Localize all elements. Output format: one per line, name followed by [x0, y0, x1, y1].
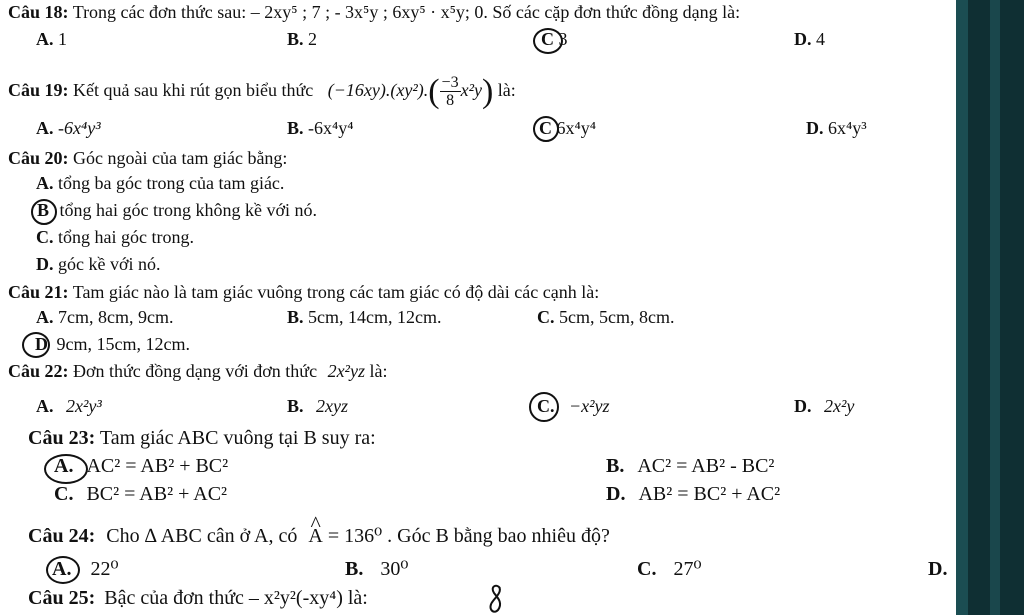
expression-left: (−16xy).(xy²). [327, 80, 429, 100]
q21-option-c [537, 307, 674, 328]
question-19-tail: là: [497, 80, 516, 100]
question-23-title: Câu 23: [28, 427, 96, 449]
option-text: 5cm, 5cm, 8cm. [559, 307, 675, 327]
q19-option-d [806, 118, 867, 139]
fraction-numerator: −3 [441, 74, 459, 92]
option-label: A. [52, 558, 72, 580]
q20-option-d [36, 254, 161, 275]
q18-option-a [36, 29, 67, 50]
option-text: 5cm, 14cm, 12cm. [308, 307, 442, 327]
expression-right: x²y [460, 80, 482, 100]
question-25 [28, 587, 368, 610]
option-text: AB² = BC² + AC² [638, 483, 781, 505]
option-text: 1 [58, 29, 67, 49]
question-19 [8, 70, 516, 112]
option-label: D [35, 334, 48, 354]
q18-option-c [541, 29, 568, 50]
option-text: góc kề với nó. [58, 254, 161, 274]
q20-option-b [37, 200, 317, 221]
monomial-expression: 2x²yz [327, 361, 365, 381]
question-22 [8, 361, 387, 382]
option-label: D. [806, 118, 824, 138]
option-label: A. [36, 118, 54, 138]
option-label: D. [606, 483, 626, 505]
question-19-text: Kết quả sau khi rút gọn biểu thức [73, 80, 314, 100]
option-text: BC² = AB² + AC² [86, 483, 228, 505]
option-text: 9cm, 15cm, 12cm. [56, 334, 190, 354]
option-label: D. [928, 558, 948, 580]
option-label: C [539, 118, 552, 138]
question-20-title: Câu 20: [8, 148, 69, 168]
option-text: −x²yz [569, 396, 610, 416]
option-text: 4 [816, 29, 825, 49]
q22-option-b [287, 396, 348, 417]
q19-option-a [36, 118, 101, 139]
option-text: -6x⁴y⁴ [308, 118, 354, 138]
option-label: C. [637, 558, 657, 580]
option-text: AC² = AB² - BC² [637, 455, 775, 477]
q18-option-b [287, 29, 317, 50]
q21-option-d [35, 334, 190, 355]
fraction-denominator: 8 [446, 92, 455, 110]
q23-option-b [606, 455, 774, 478]
paren-open: ( [428, 72, 440, 110]
question-22-title: Câu 22: [8, 361, 69, 381]
q22-option-d [794, 396, 854, 417]
question-18-text: Trong các đơn thức sau: – 2xy⁵ ; 7 ; - 3x⁵y ; 6xy⁵ · x⁵y; 0. Số các cặp đơn thức đồng dạng là: [72, 2, 741, 22]
q19-option-b [287, 118, 354, 139]
question-23-text: Tam giác ABC vuông tại B suy ra: [99, 427, 376, 449]
q21-option-b [287, 307, 442, 328]
paren-close: ) [481, 72, 494, 110]
fraction [440, 74, 461, 109]
option-label: B. [287, 307, 304, 327]
question-22-tail: là: [369, 361, 388, 381]
option-text: 7cm, 8cm, 9cm. [58, 307, 174, 327]
option-text: tổng ba góc trong của tam giác. [58, 173, 285, 193]
option-label: C. [54, 483, 74, 505]
option-label: A. [36, 307, 54, 327]
option-text: 3 [558, 29, 568, 49]
question-25-text: Bậc của đơn thức – x²y²(-xy⁴) là: [104, 587, 368, 609]
option-label: A. [54, 455, 74, 477]
handwritten-answer-eight [487, 584, 505, 614]
q19-option-c [539, 118, 596, 139]
angle-symbol: ^ A [308, 525, 322, 548]
option-label: D. [36, 254, 54, 274]
q20-option-c [36, 227, 194, 248]
option-text: 2x²y [824, 396, 855, 416]
option-text: 2xyz [316, 396, 348, 416]
option-text: 22⁰ [90, 558, 119, 580]
option-text: AC² = AB² + BC² [86, 455, 229, 477]
q22-option-c [537, 396, 610, 417]
option-label: B. [287, 29, 304, 49]
question-20-text: Góc ngoài của tam giác bằng: [73, 148, 288, 168]
question-23 [28, 427, 376, 450]
option-label: B. [287, 396, 304, 416]
option-text: tổng hai góc trong không kề với nó. [59, 200, 317, 220]
option-label: C. [537, 307, 555, 327]
q22-option-a [36, 396, 102, 417]
question-21 [8, 282, 599, 303]
option-label: B. [345, 558, 364, 580]
option-label: A. [36, 29, 54, 49]
question-24-title: Câu 24: [28, 525, 96, 547]
q24-option-c [637, 556, 701, 581]
question-20 [8, 148, 287, 169]
option-text: 27⁰ [673, 558, 702, 580]
option-label: B. [287, 118, 304, 138]
q21-option-a [36, 307, 173, 328]
question-18 [8, 2, 740, 23]
right-frame-border [956, 0, 1024, 615]
option-label: B. [606, 455, 625, 477]
option-text: 6x⁴y³ [828, 118, 867, 138]
option-label: A. [36, 173, 54, 193]
q24-option-a [52, 556, 118, 581]
option-text: 2x²y³ [66, 396, 102, 416]
option-label: C [541, 29, 554, 49]
question-18-title: Câu 18: [8, 2, 69, 22]
option-label: D. [794, 29, 812, 49]
question-25-title: Câu 25: [28, 587, 96, 609]
option-text: 2 [308, 29, 318, 49]
question-21-title: Câu 21: [8, 282, 69, 302]
option-label: B [37, 200, 50, 220]
question-24-text-start: Cho ∆ ABC cân ở A, có [106, 525, 298, 547]
option-label: A. [36, 396, 54, 416]
option-text: 30⁰ [380, 558, 409, 580]
option-text: -6x⁴y³ [58, 118, 101, 138]
option-label: C. [537, 396, 555, 416]
q23-option-c [54, 483, 227, 506]
question-24-text-end: = 136⁰ . Góc B bằng bao nhiêu độ? [327, 525, 610, 547]
q20-option-a [36, 173, 284, 194]
option-text: tổng hai góc trong. [58, 227, 194, 247]
option-label: C. [36, 227, 54, 247]
question-22-text: Đơn thức đồng dạng với đơn thức [73, 361, 318, 381]
q24-option-b [345, 556, 408, 581]
q23-option-a [54, 455, 228, 478]
option-text: 6x⁴y⁴ [556, 118, 597, 138]
q23-option-d [606, 483, 780, 506]
q18-option-d [794, 29, 825, 50]
question-21-text: Tam giác nào là tam giác vuông trong các tam giác có độ dài các cạnh là: [72, 282, 600, 302]
question-24 [28, 523, 610, 548]
option-label: D. [794, 396, 812, 416]
question-19-title: Câu 19: [8, 80, 69, 100]
